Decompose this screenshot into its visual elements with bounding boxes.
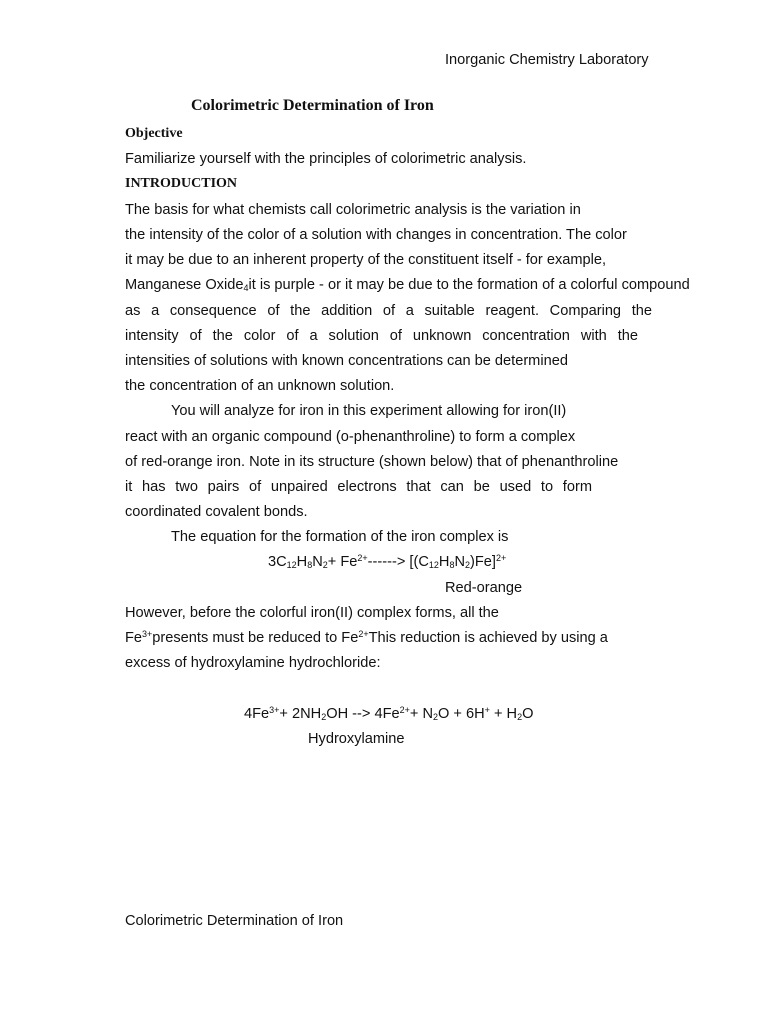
intro-line: as a consequence of the addition of a suitable reagent. Comparing the xyxy=(125,303,652,319)
reduction-line: $Fe^{3+}presents$ must be reduced to $Fe^{2+}This$ reduction is achieved by using a xyxy=(125,629,608,646)
objective-heading: Objective xyxy=(125,126,183,141)
intro-line: it may be due to an inherent property of the constituent itself - for example, xyxy=(125,252,607,268)
reduction-line: excess of hydroxylamine hydrochloride: xyxy=(125,655,381,671)
intro-line: of red-orange iron. Note in its structure (shown below) that of phenanthroline xyxy=(125,454,619,470)
equation-complex-formation: $3C_{12}H_8N_2+ Fe^{2+}------> [(C_{12}H_8N_2)Fe]^{2+}$ xyxy=(268,553,507,570)
intro-line: react with an organic compound (o-phenanthroline) to form a complex xyxy=(125,429,576,445)
intro-line: The basis for what chemists call colorimetric analysis is the variation in xyxy=(125,202,581,218)
equation-label-red-orange: Red-orange xyxy=(445,580,523,596)
objective-text: Familiarize yourself with the principles of colorimetric analysis. xyxy=(125,151,527,167)
intro-text: Manganese Oxide xyxy=(125,277,244,293)
subscript: 4 xyxy=(243,283,249,293)
intro-line: The equation for the formation of the iron complex is xyxy=(171,529,509,545)
intro-line xyxy=(125,276,690,294)
introduction-heading: INTRODUCTION xyxy=(125,176,238,191)
document-title: Colorimetric Determination of Iron xyxy=(191,97,434,114)
intro-line: intensities of solutions with known concentrations can be determined xyxy=(125,353,568,369)
intro-line: the concentration of an unknown solution. xyxy=(125,378,395,394)
page-header: Inorganic Chemistry Laboratory xyxy=(445,52,649,68)
intro-text: it is purple - or it may be due to the formation of a colorful compound xyxy=(248,277,690,293)
intro-line: intensity of the color of a solution of unknown concentration with the xyxy=(125,328,638,344)
intro-line: it has two pairs of unpaired electrons that can be used to form xyxy=(125,479,592,495)
page-footer: Colorimetric Determination of Iron xyxy=(125,913,344,929)
equation-reduction: $4Fe^{3+}+ 2NH_2OH$ --> $4Fe^{2+}+ N_2O + 6H^+ + H_2O$ xyxy=(244,705,534,722)
intro-line: You will analyze for iron in this experiment allowing for iron(II) xyxy=(171,403,567,419)
reduction-line: However, before the colorful iron(II) complex forms, all the xyxy=(125,605,499,621)
equation-label-hydroxylamine: Hydroxylamine xyxy=(308,731,405,747)
intro-line: the intensity of the color of a solution with changes in concentration. The color xyxy=(125,227,627,243)
intro-line: coordinated covalent bonds. xyxy=(125,504,308,520)
